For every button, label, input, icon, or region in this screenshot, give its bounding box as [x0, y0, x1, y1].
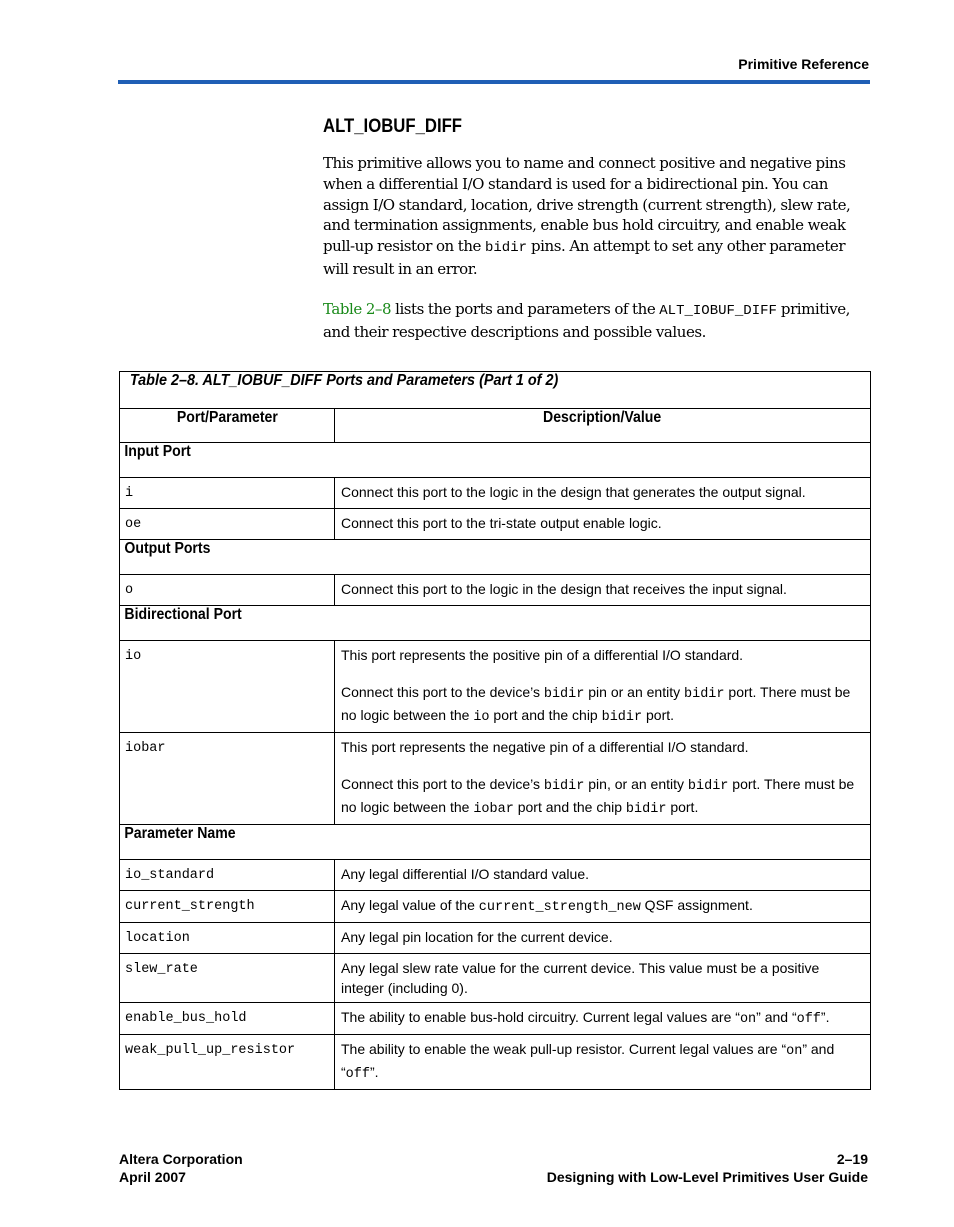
parameter-name: io_standard	[120, 860, 335, 891]
table-row	[120, 641, 871, 733]
table-row	[120, 891, 871, 923]
parameter-description: The ability to enable the weak pull-up resistor. Current legal values are “on” and “off”.	[335, 1035, 871, 1090]
footer-left	[119, 1150, 243, 1186]
port-name: i	[120, 478, 335, 509]
table-caption-row	[120, 372, 871, 409]
footer-right	[547, 1150, 868, 1186]
parameter-name: weak_pull_up_resistor	[120, 1035, 335, 1090]
section-row-bidirectional: Bidirectional Port	[120, 606, 871, 641]
footer-company: Altera Corporation	[119, 1151, 243, 1167]
parameter-name: enable_bus_hold	[120, 1003, 335, 1035]
port-description: Connect this port to the tri-state output enable logic.	[335, 509, 871, 540]
table-link[interactable]: Table 2–8	[323, 300, 392, 318]
table-reference-paragraph: Table 2–8 lists the ports and parameters of the ALT_IOBUF_DIFF primitive, and their respective descriptions and possible values.	[323, 300, 850, 341]
parameter-description: Any legal value of the current_strength_new QSF assignment.	[335, 891, 871, 923]
header-rule	[118, 80, 870, 84]
table-row	[120, 509, 871, 540]
column-header-row	[120, 409, 871, 443]
table-row	[120, 478, 871, 509]
parameter-description: Any legal slew rate value for the current device. This value must be a positive integer (including 0).	[335, 954, 871, 1003]
footer-date: April 2007	[119, 1169, 186, 1185]
table-row	[120, 575, 871, 606]
table-row	[120, 1035, 871, 1090]
table-row	[120, 733, 871, 825]
port-name: o	[120, 575, 335, 606]
section-row-input: Input Port	[120, 443, 871, 478]
table-caption: Table 2–8. ALT_IOBUF_DIFF Ports and Parameters (Part 1 of 2)	[129, 372, 559, 389]
port-name: iobar	[120, 733, 335, 825]
parameter-name: current_strength	[120, 891, 335, 923]
parameter-description: Any legal pin location for the current device.	[335, 923, 871, 954]
ports-parameters-table	[119, 371, 871, 1090]
table-row	[120, 1003, 871, 1035]
parameter-description: Any legal differential I/O standard value.	[335, 860, 871, 891]
page-number: 2–19	[836, 1151, 868, 1167]
section-row-output: Output Ports	[120, 540, 871, 575]
table-row	[120, 954, 871, 1003]
intro-paragraph: This primitive allows you to name and connect positive and negative pins when a differential I/O standard is used for a bidirectional pin. You can assign I/O standard, location, drive strength (current strength), slew rate, and termination assignments, enable bus hold circuitry, and enable weak pull-up resistor on the bidir pins. An attempt to set any other parameter will result in an error.	[323, 154, 851, 278]
column-header-port: Port/Parameter	[176, 409, 278, 426]
port-description: Connect this port to the logic in the design that receives the input signal.	[335, 575, 871, 606]
port-description: Connect this port to the logic in the design that generates the output signal.	[335, 478, 871, 509]
section-title: ALT_IOBUF_DIFF	[323, 116, 463, 137]
guide-title: Designing with Low-Level Primitives User Guide	[546, 1169, 868, 1185]
port-name: oe	[120, 509, 335, 540]
port-description: This port represents the negative pin of a differential I/O standard. Connect this port to the device’s bidir pin, or an entity bidir port. There must be no logic between the iobar port and the chip bidir port.	[335, 733, 871, 825]
running-header: Primitive Reference	[738, 56, 869, 72]
port-description: This port represents the positive pin of a differential I/O standard. Connect this port to the device’s bidir pin or an entity bidir port. There must be no logic between the io port and the chip bidir port.	[335, 641, 871, 733]
parameter-name: slew_rate	[120, 954, 335, 1003]
table-row	[120, 860, 871, 891]
section-row-parameters: Parameter Name	[120, 825, 871, 860]
parameter-description: The ability to enable bus-hold circuitry. Current legal values are “on” and “off”.	[335, 1003, 871, 1035]
parameter-name: location	[120, 923, 335, 954]
table-row	[120, 923, 871, 954]
port-name: io	[120, 641, 335, 733]
column-header-description: Description/Value	[543, 409, 662, 426]
